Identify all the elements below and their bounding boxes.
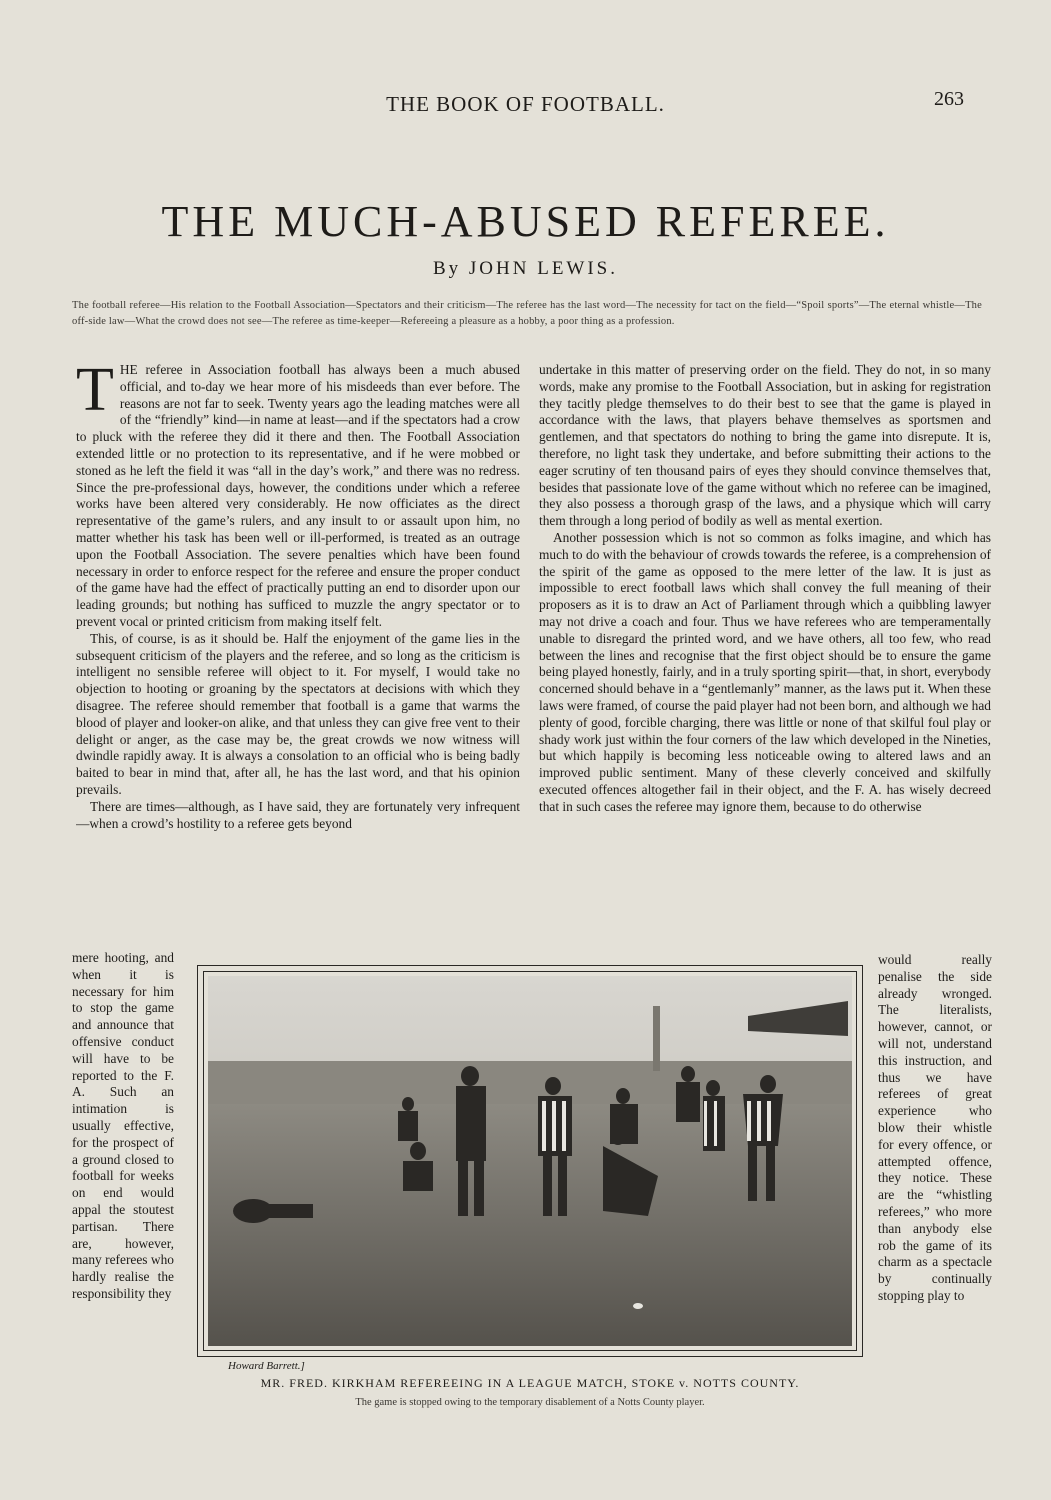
right-column xyxy=(539,362,991,952)
photo-frame xyxy=(197,965,863,1357)
paragraph-2: This, of course, is as it should be. Half the enjoyment of the game lies in the subsequent criticism of the players and the referee, and so long as the criticism is intelligent no sensible referee will object to it. For myself, I would take no objection to hooting or groaning by the spectators at decisions with which they disagree. The referee should remember that football is a game that warms the blood of player and looker-on alike, and that unless they can give free vent to their delight or anger, as the case may be, the great crowds we now witness will dwindle rapidly away. It is always a consolation to an official who is being badly baited to bear in mind that, after all, he has the last word, and that his opinion prevails. xyxy=(76,630,520,797)
right-wrap-column xyxy=(878,952,992,1424)
running-title: THE BOOK OF FOOTBALL. xyxy=(386,92,665,116)
left-column xyxy=(76,362,520,952)
photo-caption: MR. FRED. KIRKHAM REFEREEING IN A LEAGUE MATCH, STOKE v. NOTTS COUNTY. xyxy=(260,1376,800,1390)
photo-subcaption: The game is stopped owing to the temporary disablement of a Notts County player. xyxy=(355,1397,705,1408)
left-wrap-column xyxy=(72,950,174,1420)
left-wrap-text: mere hooting, and when it is necessary for him to stop the game and announce that offensive conduct will have to be reported to the F. A. Such an intimation is usually effective, for the prospect of a ground closed to football for weeks on end would appal the stoutest partisan. There are, however, many referees who hardly realise the responsibility they xyxy=(72,950,174,1301)
paragraph-3: There are times—although, as I have said, they are fortunately very infrequent—when a crowd’s hostility to a referee gets beyond xyxy=(76,798,520,831)
synopsis: The football referee—His relation to the Football Association—Spectators and their criticism—The referee has the last word—The necessity for tact on the field—“Spoil sports”—The eternal whistle—The off-side law—What the crowd does not see—The referee as time-keeper—Refereeing a pleasure as a hobby, a poor thing as a profession. xyxy=(72,300,982,327)
article-title: THE MUCH-ABUSED REFEREE. xyxy=(161,197,890,246)
paragraph-4: undertake in this matter of preserving order on the field. They do not, in so many words, make any promise to the Football Association, but in asking for registration they tacitly pledge themselves to do their best to see that the game is played in accordance with the laws, that players behave themselves as sportsmen and gentlemen, and that spectators do nothing to bring the game into disrepute. It is, therefore, no light task they undertake, and before submitting their actions to the eager scrutiny of ten thousand pairs of eyes they should convince themselves that, besides that passionate love of the game without which no referee can be imagined, they also possess a thorough grasp of the laws, and a physique which will carry them through a long period of bodily as well as mental exertion. xyxy=(539,362,991,529)
photo-inner-frame xyxy=(203,971,857,1351)
byline: By JOHN LEWIS. xyxy=(432,258,619,279)
paragraph-1 xyxy=(76,362,520,631)
page-number: 263 xyxy=(934,88,964,110)
right-wrap-text: would really penalise the side already wronged. The literalists, however, cannot, or will not, understand this instruction, and thus we have referees of great experience who blow their whistle for every offence, or attempted offence, they notice. These are the “whistling referees,” who more than anybody else rob the game of its charm as a spectacle by continually stopping play to xyxy=(878,952,992,1303)
paragraph-5: Another possession which is not so common as folks imagine, and which has much to do with the behaviour of crowds towards the referee, is a comprehension of the spirit of the game as opposed to the mere letter of the law. It is just as impossible to erect football laws which shall convey the full meaning of their proposers as it is to draw an Act of Parliament through which a quibbling lawyer may not drive a coach and four. Thus we have referees who are temperamentally unable to disregard the printed word, and we have others, all too few, who read between the lines and recognise that the first object should be to ensure the game being played honestly, fairly, and in a truly sporting spirit—that, in short, everybody concerned should behave in a “gentlemanly” manner, as the laws put it. When these laws were framed, of course the paid player had not been born, and although we had plenty of good, forcible charging, there was little or none of that skilful foul play or shady work just within the four corners of the law which developed in the Nineties, but which happily is becoming less noticeable owing to altered laws and an improved public sentiment. Many of these cleverly conceived and skilfully executed offences altogether fail in their object, and the F. A. has wisely decreed that in such cases the referee may ignore them, because to do otherwise xyxy=(539,529,991,814)
match-photograph xyxy=(208,976,852,1346)
paragraph-1-text: HE referee in Association football has always been a much abused official, and to-day we hear more of his misdeeds than ever before. The reasons are not far to seek. Twenty years ago the leading matches were all of the “friendly” kind—in name at least—and if the spectators had a crow to pluck with the referee they did it there and then. The Football Association extended little or no protection to its representative, and if he were mobbed or stoned as he left the field it was “all in the day’s work,” and there was no redress. Since the pre-professional days, however, the conditions under which a referee works have been altered very considerably. He now officiates as the direct representative of the game’s rulers, and any insult to or assault upon him, no matter whether his task has been well or ill-performed, is treated as an outrage upon the Football Association. The severe penalties which have been found necessary in order to enforce respect for the referee and ensure the proper conduct of the game have had the effect of practically putting an end to disorder upon our leading grounds; but nothing has sufficed to muzzle the angry spectator or to prevent vocal or printed criticism from making itself felt. xyxy=(76,362,520,629)
photo-credit: Howard Barrett.] xyxy=(228,1360,305,1372)
drop-cap: T xyxy=(76,362,114,424)
